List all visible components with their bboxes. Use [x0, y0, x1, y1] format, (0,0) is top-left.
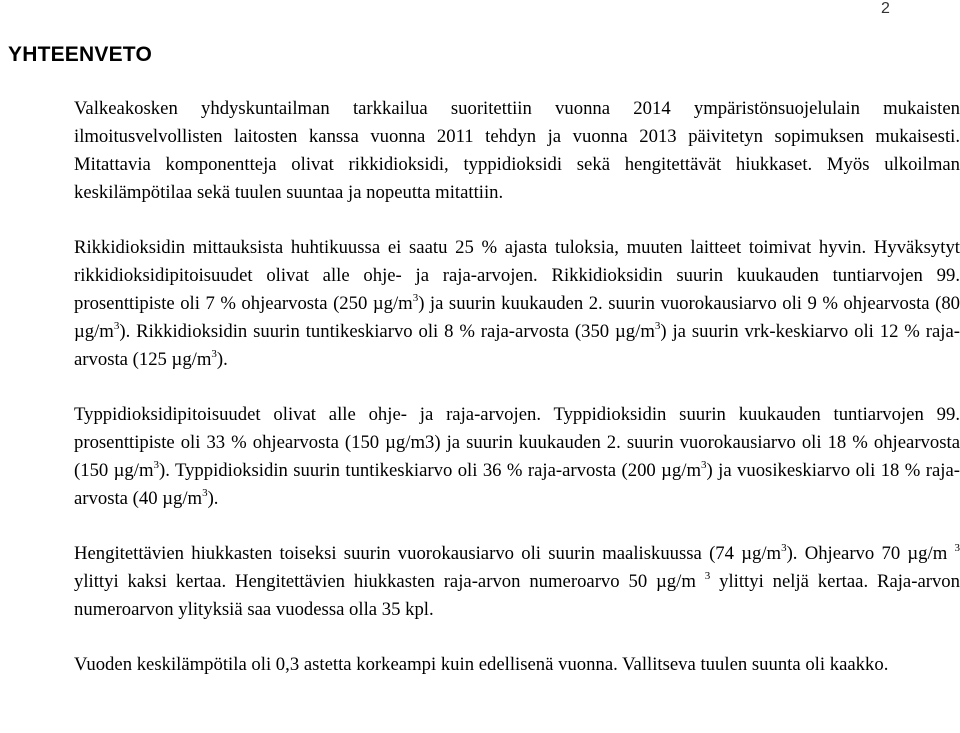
- paragraph: [74, 651, 960, 679]
- superscript: 3: [211, 347, 217, 360]
- superscript: 3: [202, 486, 208, 499]
- paragraph-text: Vuoden keskilämpötila oli 0,3 astetta korkeampi kuin edellisenä vuonna. Vallitseva tuulen suunta oli kaakko.: [74, 654, 889, 675]
- paragraph-text: Typpidioksidipitoisuudet olivat alle ohje- ja raja-arvojen. Typpidioksidin suurin kuukauden tuntiarvojen 99. prosenttipiste oli 33 % ohjearvosta (150 µg/m3) ja suurin kuukauden 2. suurin vuorokausiarvo oli 18 % ohjearvosta (150 µg/m: [74, 404, 960, 481]
- paragraph-text: ). Typpidioksidin suurin tuntikeskiarvo oli 36 % raja-arvosta (200 µg/m: [159, 460, 701, 481]
- document-body: [74, 95, 960, 679]
- paragraph-text: Hengitettävien hiukkasten toiseksi suurin vuorokausiarvo oli suurin maaliskuussa (74 µg/m: [74, 543, 782, 564]
- paragraph: [74, 540, 960, 624]
- paragraph-text: ) ja suurin kuukauden 2. suurin vuorokausiarvo oli 9 % ohjearvosta (80 µg/m: [74, 293, 960, 342]
- paragraph: [74, 95, 960, 207]
- paragraph-text: ).: [207, 488, 219, 509]
- paragraph-text: ylittyi kaksi kertaa. Hengitettävien hiukkasten raja-arvon numeroarvo 50 µg/m: [74, 571, 705, 592]
- paragraph-text: Valkeakosken yhdyskuntailman tarkkailua suoritettiin vuonna 2014 ympäristönsuojelulain mukaisten ilmoitusvelvollisten laitosten kanssa vuonna 2011 tehdyn ja vuonna 2013 päivitetyn sopimuksen mukaisesti. Mitattavia komponentteja olivat rikkidioksidi, typpidioksidi sekä hengitettävät hiukkaset. Myös ulkoilman keskilämpötilaa sekä tuulen suuntaa ja nopeutta mitattiin.: [74, 98, 960, 203]
- superscript: 3: [412, 291, 419, 304]
- superscript: 3: [954, 541, 960, 554]
- paragraph-text: ylittyi neljä kertaa. Raja-arvon numeroarvon ylityksiä saa vuodessa olla 35 kpl.: [74, 571, 960, 620]
- page-number: 2: [881, 0, 890, 17]
- paragraph: [74, 401, 960, 513]
- superscript: 3: [781, 541, 787, 554]
- paragraph-text: ).: [216, 349, 228, 370]
- paragraph-text: ). Ohjearvo 70 µg/m: [786, 543, 955, 564]
- superscript: 3: [153, 458, 159, 471]
- superscript: 3: [654, 319, 661, 332]
- paragraph: [74, 234, 960, 374]
- superscript: 3: [113, 319, 120, 332]
- paragraph-text: ) ja vuosikeskiarvo oli 18 % raja-arvosta (40 µg/m: [74, 460, 960, 509]
- superscript: 3: [704, 569, 711, 582]
- superscript: 3: [701, 458, 707, 471]
- paragraph-text: ). Rikkidioksidin suurin tuntikeskiarvo oli 8 % raja-arvosta (350 µg/m: [119, 321, 655, 342]
- page-title: YHTEENVETO: [8, 43, 152, 66]
- paragraph-text: ) ja suurin vrk-keskiarvo oli 12 % raja-arvosta (125 µg/m: [74, 321, 960, 370]
- paragraph-text: Rikkidioksidin mittauksista huhtikuussa ei saatu 25 % ajasta tuloksia, muuten laitteet toimivat hyvin. Hyväksytyt rikkidioksidipitoisuudet olivat alle ohje- ja raja-arvojen. Rikkidioksidin suurin kuukauden tuntiarvojen 99. prosenttipiste oli 7 % ohjearvosta (250 µg/m: [74, 237, 960, 314]
